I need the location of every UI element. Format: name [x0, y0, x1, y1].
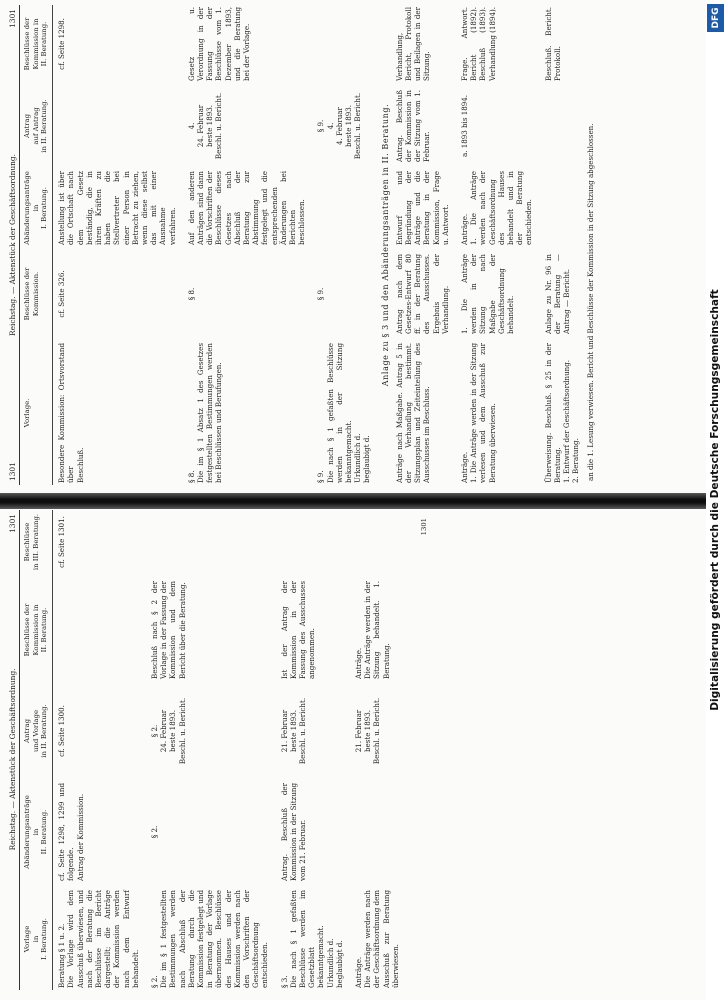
- table-cell: cf. Seite 1301.: [57, 516, 67, 568]
- column-header: Antrag und Vorlage in II. Beratung.: [23, 704, 48, 758]
- column-header: Beschlüsse der Kommission in II. Beratung.: [23, 17, 48, 71]
- table-cell: Entwurf und Begründung der Anträge und die Beratung in der Kommission, Frage u. Antwort.: [394, 171, 450, 245]
- table-cell: Anträge. 1. Die Anträge werden nach der Geschäftsordnung des Hauses behandelt und in der Beratung entschieden.: [460, 171, 534, 245]
- table-row: [395, 5, 452, 485]
- table-cell: Beratung § 1 u. 2. Die Vorlage wird dem Ausschuß überwiesen, und nach der Beratung die Beschlüsse im Bericht dargestellt; die Anträge der Kommission werden nach dem Entwurf behandelt.: [57, 890, 140, 988]
- table-cell: cf. Seite 326.: [57, 270, 67, 318]
- running-head: Reichstag. — Aktenstück der Geschäftsordnung.: [8, 668, 17, 851]
- running-tail: 1301: [8, 9, 17, 28]
- table-cell: § 8. Die im § 1 Absatz 1 des Gesetzes festgestellten Bestimmungen werden bei Beschlüssen und Berufungen.: [186, 343, 224, 483]
- column-header: Beschlüsse der Kommission.: [23, 267, 40, 321]
- header-rule: [52, 510, 53, 990]
- table-row: [280, 510, 346, 990]
- table-cell: Antrag. Beschluß der Kommission in der Sitzung vom 21. Februar.: [279, 783, 307, 881]
- column-header: Abänderungsanträge in II. Beratung.: [23, 795, 48, 869]
- table-cell: § 2.: [149, 825, 159, 839]
- lower-page: [8, 510, 698, 990]
- running-header: [8, 5, 17, 485]
- table-row: [57, 5, 179, 485]
- table-cell: Anträge. Die Anträge werden nach der Geschäftsordnung dem Ausschuß zur Beratung überwiesen.: [353, 890, 400, 988]
- page-number: 1301: [8, 462, 17, 481]
- table-cell: § 2. Die im § 1 festgestellten Bestimmungen werden nach Abschluß der Beratung durch die Kommission festgelegt und in Beratung der Vorlage übernommen. Beschlüsse des Hauses und der Kommission werden nach den Vorschriften der Geschäftsordnung entschieden.: [149, 890, 270, 988]
- table-cell: cf. Seite 1300.: [57, 705, 67, 757]
- column-headers: [20, 510, 50, 990]
- table-cell: a. 1893 bis 1894.: [460, 94, 470, 158]
- table-cell: cf. Seite 1298, 1299 und folgende. Antrag der Kommission.: [57, 783, 85, 881]
- table-cell: Beschluß. Bericht. Protokoll.: [543, 7, 562, 81]
- page-mark: 1301: [420, 518, 428, 536]
- table-cell: Gesetz u. Verordnung in der Fassung der Beschlüsse vom 1. Dezember 1893, und die Beratung bei der Vorlage.: [186, 7, 251, 81]
- table-cell: Ist der Antrag der Kommission in der Fassung des Ausschusses angenommen.: [279, 581, 317, 679]
- table-row: [187, 5, 309, 485]
- table-cell: Antrag nach dem Gesetzes-Entwurf 80 ff. in der Beratung des Ausschusses. Ergebnis der Verhandlung.: [394, 254, 450, 334]
- column-header: Vorlage.: [23, 398, 32, 428]
- table-cell: Verhandlung, Bericht, Protokoll und Beilagen in der Sitzung.: [394, 7, 432, 81]
- column-header: Antrag auf Antrag in II. Beratung.: [23, 99, 48, 153]
- table-cell: Beschluß nach § 2 der Vorlage in der Fassung der Kommission und dem Bericht über die Beratung.: [149, 581, 187, 679]
- column-headers: [20, 5, 50, 485]
- table-cell: 1. Die Anträge werden in der Sitzung nach Maßgabe der Geschäftsordnung behandelt.: [460, 254, 516, 334]
- table-cell: Überweisung. Beschluß. § 25 in der Beratung. 1. Entwurf der Geschäftsordnung. 2. Beratung.: [543, 343, 581, 483]
- column-header: Abänderungsanträge in I. Beratung.: [23, 171, 48, 245]
- table-cell: 21. Februar beste 1893. Beschl. u. Bericht.: [279, 697, 307, 765]
- table-cell: § 9.: [316, 287, 326, 301]
- table-cell: cf. Seite 1298.: [57, 18, 67, 70]
- dfg-logo-label: DFG: [710, 7, 721, 29]
- header-rule: [52, 5, 53, 485]
- column-header: Beschlüsse in III. Beratung.: [23, 513, 40, 571]
- running-head: Reichstag. — Aktenstück der Geschäftsordnung.: [8, 154, 17, 336]
- table-cell: Auf den anderen Anträgen sind dann die Vorschriften der Beschlüsse dieses Gesetzes nach Abschluß der Beratung zur Abstimmung festgelegt und die entsprechenden Änderungen bei Berichten beschlossen.: [186, 171, 307, 245]
- table-row: [354, 510, 402, 990]
- footnote: an die 1. Lesung verwiesen. Bericht und Beschlüsse der Kommission in der Sitzung abgeschlossen.: [586, 123, 596, 481]
- table-cell: Frage. Antwort. Bericht (1892). Beschluß (1893). Verhandlung (1894).: [460, 6, 497, 81]
- section-title: Anlage zu § 3 und den Abänderungsanträgen in II. Beratung.: [380, 103, 390, 387]
- table-cell: Anträge nach Maßgabe. Antrag 5 in der Verhandlung bestimmt. Sitzungsplan und Zeiteinteilung des Ausschusses im Beschluss.: [394, 343, 432, 483]
- table-cell: Antrag. Beschluß der Kommission in der Sitzung vom 1. Februar.: [394, 90, 432, 162]
- table-row: [57, 510, 142, 990]
- table-cell: § 8.: [186, 287, 196, 301]
- table-cell: § 9. Die nach § 1 gefaßten Beschlüsse werden in der Sitzung bekanntgemacht. Urkundlich d. beglaubigt d.: [316, 343, 372, 483]
- table-cell: § 9. 4. 4. Februar beste 1893. Beschl. u. Bericht.: [316, 92, 363, 160]
- running-tail: 1301: [8, 514, 17, 533]
- table-row: [316, 5, 373, 485]
- dfg-logo: [707, 4, 724, 32]
- column-header: Vorlage in I. Beratung.: [23, 918, 48, 960]
- table-cell: § 2. 24. Februar beste 1893. Beschl. u. Bericht.: [149, 697, 187, 765]
- table-cell: Anstellung ist über die Ortschaft nach dem Gesetz beständig, die in ihren Kräften zu haben die Stellvertreter bei einer Person in Betracht zu ziehen, wenn diese selbst das mit einer Ausnahme verfahren.: [57, 171, 177, 245]
- table-cell: Anträge. 1. Die Anträge werden in der Sitzung verlesen und dem Ausschuß zur Beratung überwiesen.: [460, 343, 497, 483]
- table-row: [544, 5, 583, 485]
- table-cell: Besondere Kommission: Ortsvorstand über Beschluß.: [57, 343, 85, 483]
- table-row: [150, 510, 272, 990]
- table-cell: § 3. Die nach § 1 gefaßten Beschlüsse werden im Gesetzblatt bekanntgemacht. Urkundlich d. beglaubigt d.: [279, 890, 344, 988]
- table-row: [460, 5, 536, 485]
- book-fold: [0, 493, 706, 509]
- table-cell: 4. 24. Februar beste 1893. Beschl. u. Bericht.: [186, 92, 224, 160]
- dfg-notice: Digitalisierung gefördert durch die Deutsche Forschungsgemeinschaft: [709, 289, 721, 711]
- upper-page: [8, 5, 698, 485]
- table-cell: Anlage zu Nr. 96 in der Beratung — Antrag — Bericht.: [543, 254, 572, 334]
- running-header: [8, 510, 17, 990]
- column-header: Beschlüsse der Kommission in II. Beratung.: [23, 603, 48, 657]
- table-cell: 21. Februar beste 1893. Beschl. u. Bericht.: [353, 697, 382, 765]
- table-cell: Anträge. Die Anträge werden in der Sitzung behandelt. 1. Beratung.: [353, 581, 391, 679]
